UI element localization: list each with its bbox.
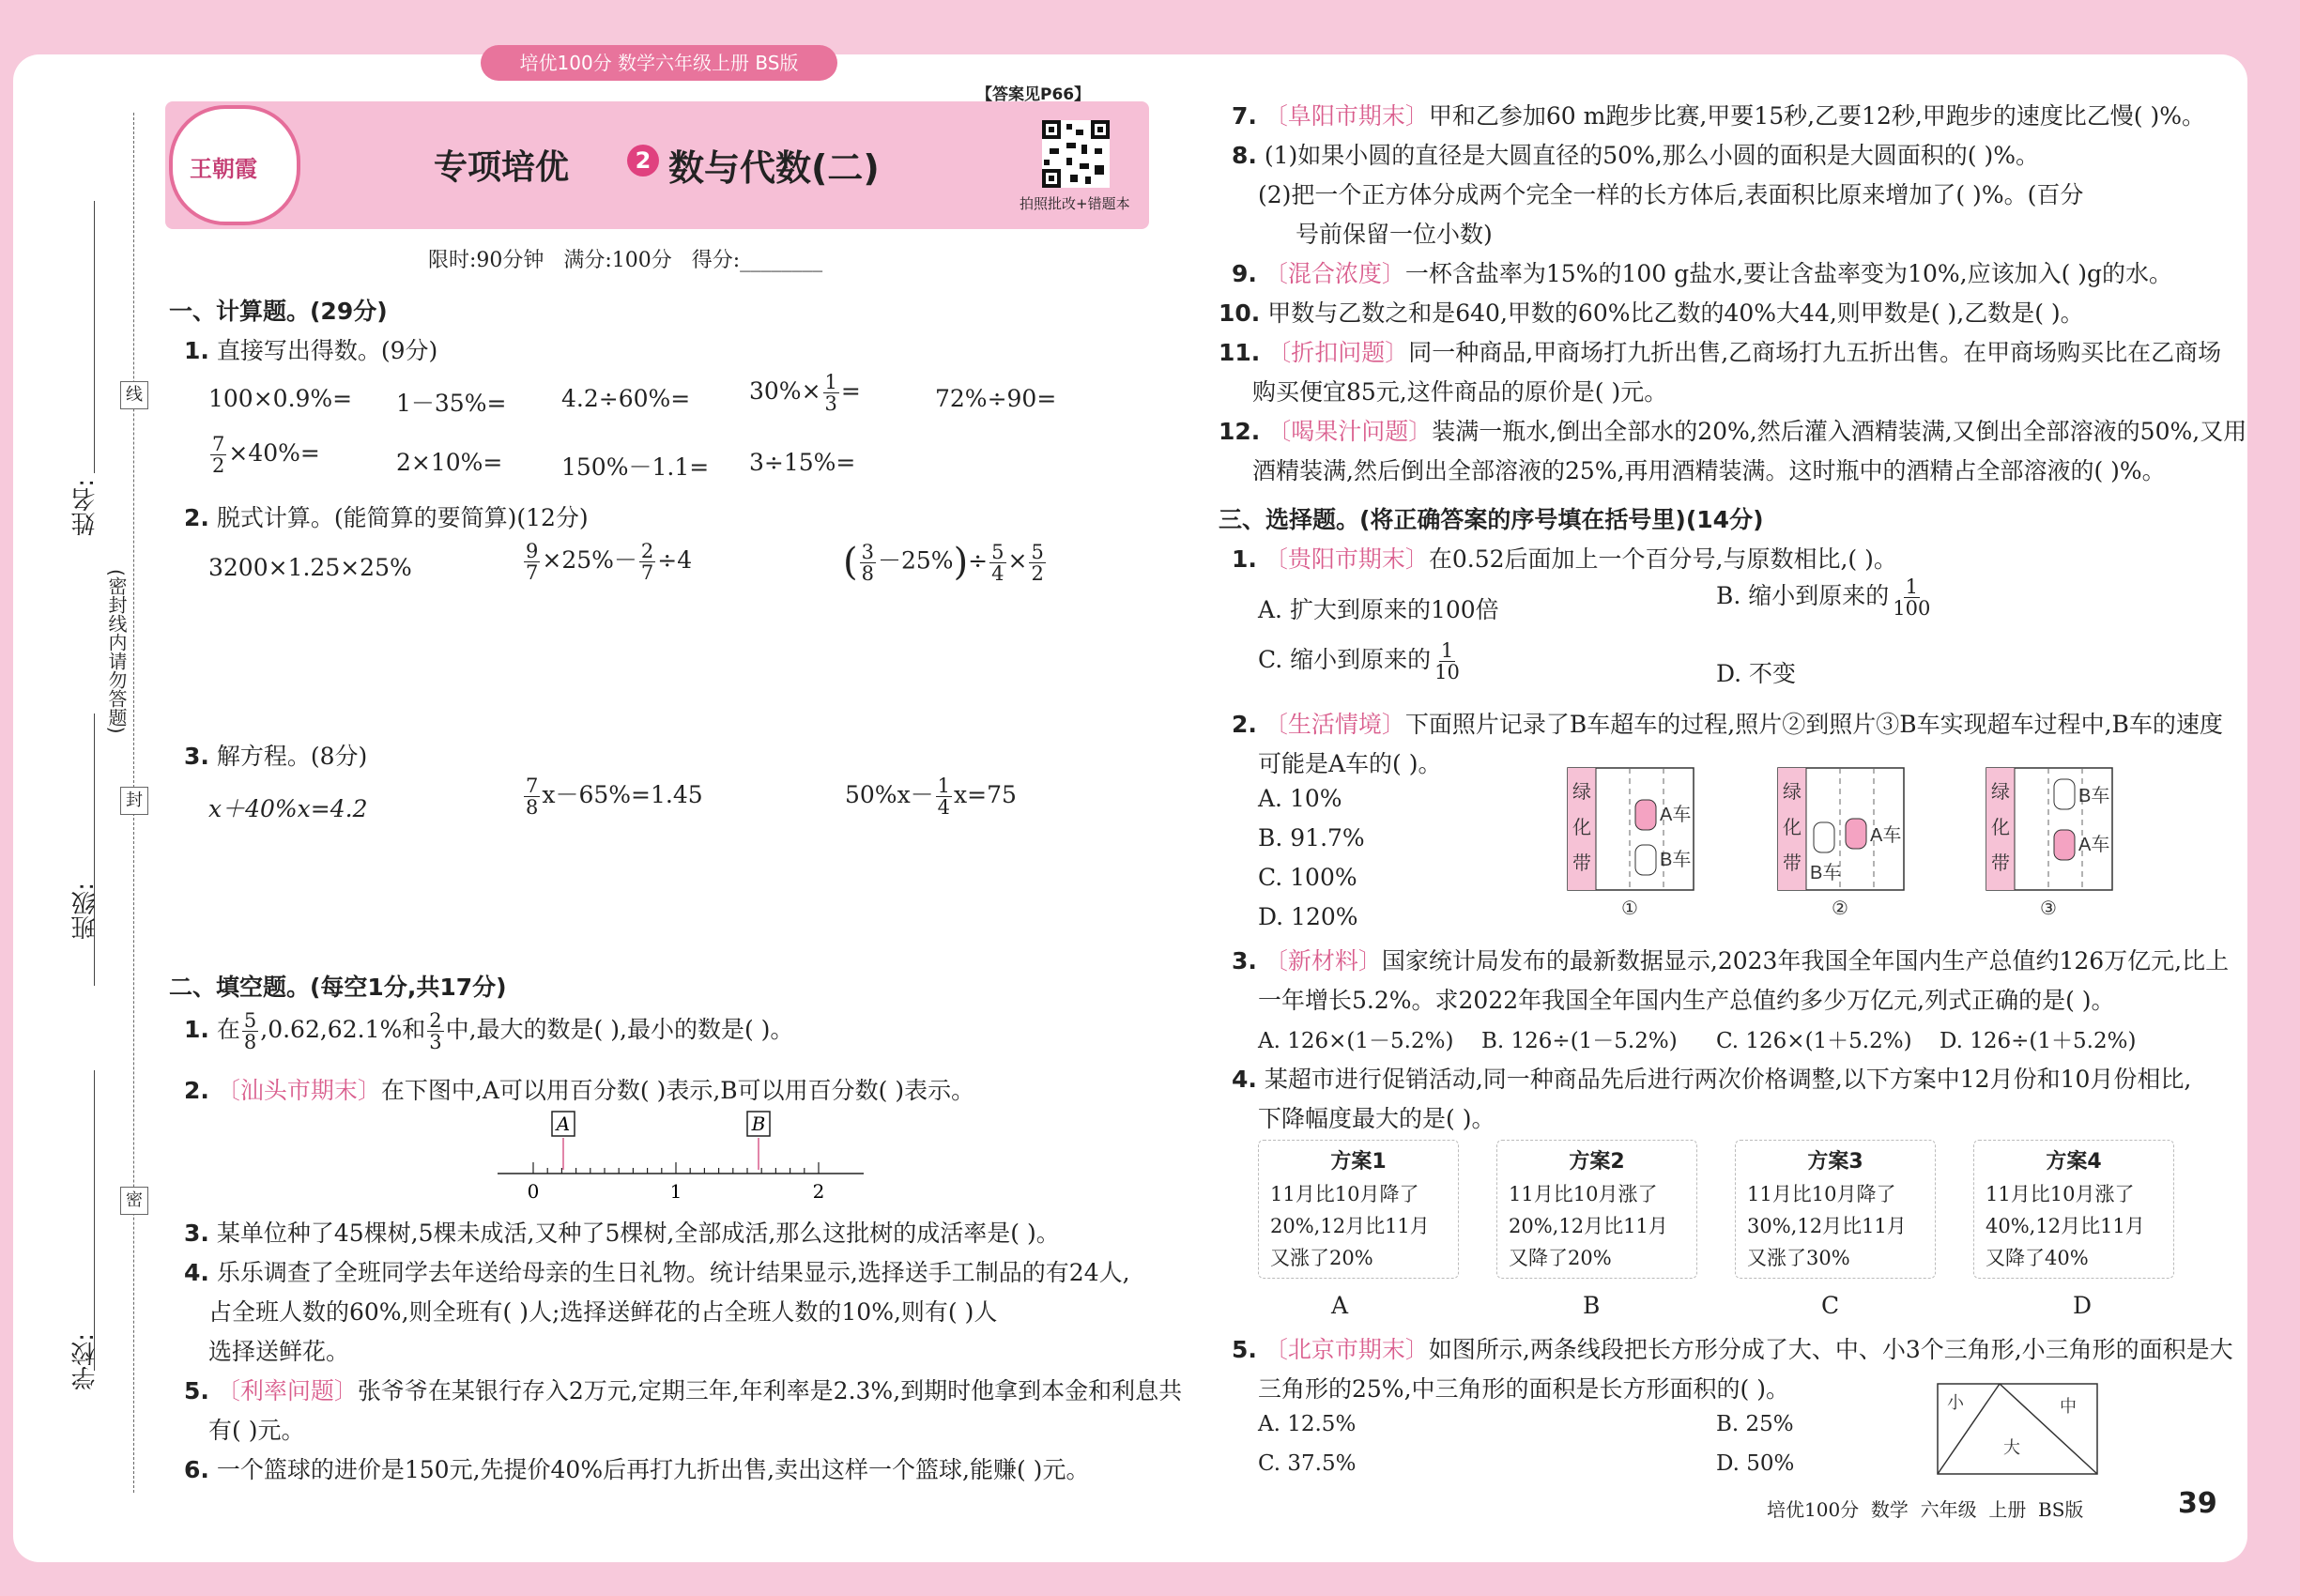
plan-card-3: 方案3 11月比10月降了 30%,12月比11月 又涨了30% xyxy=(1735,1140,1936,1279)
greenbelt-char-2: 化 xyxy=(1572,818,1591,838)
section-2-heading: 二、填空题。(每空1分,共17分) xyxy=(169,974,507,1001)
plan-key-B: B xyxy=(1583,1292,1601,1319)
class-label: 班级: xyxy=(71,882,100,940)
plan-card-2: 方案2 11月比10月涨了 20%,12月比11月 又降了20% xyxy=(1496,1140,1697,1279)
calc-expr-c: ( $\frac{3}{8}$ －25%)÷ $\frac{5}{4}$ × $\frac{5}{2}$ xyxy=(843,540,1044,585)
answer-ref: 【答案见P66】 xyxy=(976,85,1091,104)
choice-3-B: B. 126÷(1－5.2%) xyxy=(1481,1029,1678,1053)
fill-11: 11. 〔折扣问题〕同一种商品,甲商场打九折出售,乙商场打九五折出售。在甲商场购买比在乙商场 xyxy=(1219,339,2222,366)
greenbelt-char-1: 绿 xyxy=(1783,782,1802,803)
calc-item: 100×0.9%= xyxy=(208,385,353,412)
calc-item-fraction: 30%× $\frac{1}{3}$ = xyxy=(749,371,861,415)
greenbelt-char-2: 化 xyxy=(1783,818,1802,838)
choice-5-B: B. 25% xyxy=(1716,1412,1794,1436)
calc-item: 72%÷90= xyxy=(935,385,1057,412)
question-1-2: 2. 脱式计算。(能简算的要简算)(12分) xyxy=(184,504,589,531)
tick-label-1: 1 xyxy=(669,1180,682,1203)
choice-2: 2. 〔生活情境〕下面照片记录了B车超车的过程,照片②到照片③B车实现超车过程中,B车的速度 xyxy=(1232,711,2223,738)
photo-3 xyxy=(1986,768,2112,919)
car-a-label: A车 xyxy=(1870,825,1902,846)
choice-1-D: D. 不变 xyxy=(1716,660,1797,687)
logo-text: 王朝霞 xyxy=(190,156,257,182)
choice-5-D: D. 50% xyxy=(1716,1451,1795,1476)
choice-2-A: A. 10% xyxy=(1258,785,1342,812)
seal-note: (密封线内请勿答题) xyxy=(103,569,130,734)
point-A-label: A xyxy=(556,1113,571,1135)
choice-4: 4. 某超市进行促销活动,同一种商品先后进行两次价格调整,以下方案中12月份和10月份相比, xyxy=(1232,1066,2192,1093)
choice-1-A: A. 扩大到原来的100倍 xyxy=(1258,596,1499,623)
fill-2: 2. 〔汕头市期末〕在下图中,A可以用百分数( )表示,B可以用百分数( )表示。 xyxy=(184,1077,975,1104)
qr-code-icon[interactable] xyxy=(1042,120,1110,188)
fill-12: 12. 〔喝果汁问题〕装满一瓶水,倒出全部水的20%,然后灌入酒精装满,又倒出全部溶液的50%,又用 xyxy=(1219,418,2247,445)
plan-key-D: D xyxy=(2073,1292,2093,1319)
section-3-heading: 三、选择题。(将正确答案的序号填在括号里)(14分) xyxy=(1219,506,1764,533)
fill-6: 6. 一个篮球的进价是150元,先提价40%后再打九折出售,卖出这样一个篮球,能赚( )元。 xyxy=(184,1456,1090,1483)
qr-caption: 拍照批改+错题本 xyxy=(1020,195,1130,212)
choice-3-line2: 一年增长5.2%。求2022年我国全年国内生产总值约多少万亿元,列式正确的是( )。 xyxy=(1258,987,2115,1014)
rectangle-triangles-figure xyxy=(1934,1380,2103,1480)
school-label: 学校: xyxy=(71,1333,100,1390)
title-number-badge: 2 xyxy=(627,145,659,176)
tick-label-0: 0 xyxy=(527,1180,540,1203)
calc-expr-b: $\frac{9}{7}$ ×25%－ $\frac{2}{7}$ ÷4 xyxy=(526,540,693,584)
choice-2-C: C. 100% xyxy=(1258,864,1357,891)
calc-item: 3÷15%= xyxy=(749,449,856,476)
page-title: 数与代数(二) xyxy=(668,147,880,189)
limits-line: 限时:90分钟 满分:100分 得分:________ xyxy=(428,249,823,272)
fill-4: 4. 乐乐调查了全班同学去年送给母亲的生日礼物。统计结果显示,选择送手工制品的有24人, xyxy=(184,1259,1130,1286)
choice-5-C: C. 37.5% xyxy=(1258,1451,1357,1476)
name-label: 姓名: xyxy=(71,479,100,536)
fill-8-2-line2: 号前保留一位小数) xyxy=(1296,221,1493,248)
overtaking-photos xyxy=(1566,766,2223,926)
car-a-label: A车 xyxy=(2078,835,2110,855)
top-banner: 培优100分 数学六年级上册 BS版 xyxy=(481,45,837,81)
class-underline xyxy=(94,714,95,986)
fill-11-line2: 购买便宜85元,这件商品的原价是( )元。 xyxy=(1252,378,1668,406)
triangle-big-label: 大 xyxy=(2003,1438,2020,1457)
section-1-heading: 一、计算题。(29分) xyxy=(169,298,388,325)
choice-5-line2: 三角形的25%,中三角形的面积是长方形面积的( )。 xyxy=(1258,1375,1789,1403)
question-1-3: 3. 解方程。(8分) xyxy=(184,743,368,770)
photo-1-label: ① xyxy=(1621,898,1638,919)
greenbelt-char-2: 化 xyxy=(1991,818,2010,838)
photo-2-label: ② xyxy=(1832,898,1848,919)
seal-mark-secret: 密 xyxy=(120,1187,148,1215)
equation-b: $\frac{7}{8}$ x－65%=1.45 xyxy=(526,775,703,819)
triangle-small-label: 小 xyxy=(1947,1393,1964,1412)
fill-3: 3. 某单位种了45棵树,5棵未成活,又种了5棵树,全部成活,那么这批树的成活率是( )。 xyxy=(184,1220,1060,1247)
photo-3-label: ③ xyxy=(2040,898,2057,919)
fill-5: 5. 〔利率问题〕张爷爷在某银行存入2万元,定期三年,年利率是2.3%,到期时他拿到本金和利息共 xyxy=(184,1377,1183,1404)
plan-key-A: A xyxy=(1331,1292,1349,1319)
choice-1: 1. 〔贵阳市期末〕在0.52后面加上一个百分号,与原数相比,( )。 xyxy=(1232,545,1897,573)
calc-item-fraction: $\frac{7}{2}$ ×40%= xyxy=(212,433,320,477)
plan-card-1: 方案1 11月比10月降了 20%,12月比11月 又涨了20% xyxy=(1258,1140,1459,1279)
fill-12-line2: 酒精装满,然后倒出全部溶液的25%,再用酒精装满。这时瓶中的酒精占全部溶液的( )%。 xyxy=(1252,457,2166,484)
photo-2 xyxy=(1778,768,1904,919)
fill-4-line3: 选择送鲜花。 xyxy=(208,1338,350,1365)
car-a-label: A车 xyxy=(1660,805,1692,825)
choice-3-A: A. 126×(1－5.2%) xyxy=(1258,1029,1454,1053)
fill-9: 9. 〔混合浓度〕一杯含盐率为15%的100 g盐水,要让含盐率变为10%,应该加入( )g的水。 xyxy=(1232,260,2173,287)
triangle-mid-label: 中 xyxy=(2060,1397,2077,1416)
tick-label-2: 2 xyxy=(812,1180,825,1203)
seal-mark-line: 线 xyxy=(120,381,148,409)
fill-8-2: (2)把一个正方体分成两个完全一样的长方体后,表面积比原来增加了( )%。(百分 xyxy=(1258,181,2084,208)
choice-3: 3. 〔新材料〕国家统计局发布的最新数据显示,2023年我国全年国内生产总值约126万亿元,比上 xyxy=(1232,947,2230,974)
choice-3-D: D. 126÷(1＋5.2%) xyxy=(1940,1029,2137,1053)
calc-item: 1－35%= xyxy=(396,390,507,417)
school-underline xyxy=(94,1070,95,1371)
equation-c: 50%x－ $\frac{1}{4}$ x=75 xyxy=(845,775,1017,819)
plan-key-C: C xyxy=(1821,1292,1840,1319)
car-b-label: B车 xyxy=(2078,786,2110,806)
calc-item: 150%－1.1= xyxy=(561,453,710,481)
fill-4-line2: 占全班人数的60%,则全班有( )人;选择送鲜花的占全班人数的10%,则有( )人 xyxy=(208,1298,998,1326)
footer-text: 培优100分 数学 六年级 上册 BS版 xyxy=(1767,1498,2084,1521)
title-prefix: 专项培优 xyxy=(434,148,570,187)
greenbelt-char-1: 绿 xyxy=(1572,782,1591,803)
name-underline xyxy=(94,201,95,473)
choice-3-C: C. 126×(1＋5.2%) xyxy=(1716,1029,1912,1053)
question-1-1: 1. 直接写出得数。(9分) xyxy=(184,337,438,364)
fill-10: 10. 甲数与乙数之和是640,甲数的60%比乙数的40%大44,则甲数是( ),乙数是( )。 xyxy=(1219,299,2084,327)
choice-2-line2: 可能是A车的( )。 xyxy=(1258,750,1442,777)
choice-2-B: B. 91.7% xyxy=(1258,824,1365,852)
publisher-logo xyxy=(169,105,300,225)
greenbelt-char-3: 带 xyxy=(1572,853,1591,874)
choice-2-D: D. 120% xyxy=(1258,903,1358,930)
choice-1-B: B. 缩小到原来的 $\frac{1}{100}$ xyxy=(1716,575,1931,620)
choice-5-A: A. 12.5% xyxy=(1258,1412,1357,1436)
plan-card-4: 方案4 11月比10月涨了 40%,12月比11月 又降了40% xyxy=(1973,1140,2174,1279)
photo-1 xyxy=(1568,768,1694,919)
choice-1-C: C. 缩小到原来的 $\frac{1}{10}$ xyxy=(1258,639,1460,683)
number-line xyxy=(488,1106,873,1204)
calc-expr-a: 3200×1.25×25% xyxy=(208,554,412,581)
fill-7: 7. 〔阜阳市期末〕甲和乙参加60 m跑步比赛,甲要15秒,乙要12秒,甲跑步的速度比乙慢( )%。 xyxy=(1232,102,2206,130)
point-B-label: B xyxy=(751,1113,766,1135)
choice-4-line2: 下降幅度最大的是( )。 xyxy=(1258,1105,1495,1132)
greenbelt-char-1: 绿 xyxy=(1991,782,2010,803)
fill-5-line2: 有( )元。 xyxy=(208,1417,305,1444)
car-b-label: B车 xyxy=(1810,863,1842,883)
greenbelt-char-3: 带 xyxy=(1991,853,2010,874)
seal-mark-seal: 封 xyxy=(120,787,148,815)
fill-1: 1. 在 $\frac{5}{8}$ ,0.62,62.1%和 $\frac{2}{3}$ 中,最大的数是( ),最小的数是( )。 xyxy=(184,1009,794,1053)
calc-item: 4.2÷60%= xyxy=(561,385,691,412)
page-number: 39 xyxy=(2178,1487,2217,1520)
equation-a: x＋40%x=4.2 xyxy=(208,795,368,822)
calc-item: 2×10%= xyxy=(396,449,503,476)
car-b-label: B车 xyxy=(1660,850,1692,870)
choice-5: 5. 〔北京市期末〕如图所示,两条线段把长方形分成了大、中、小3个三角形,小三角形的面积是大 xyxy=(1232,1336,2233,1363)
fill-8: 8. (1)如果小圆的直径是大圆直径的50%,那么小圆的面积是大圆面积的( )%。 xyxy=(1232,142,2039,169)
greenbelt-char-3: 带 xyxy=(1783,853,1802,874)
